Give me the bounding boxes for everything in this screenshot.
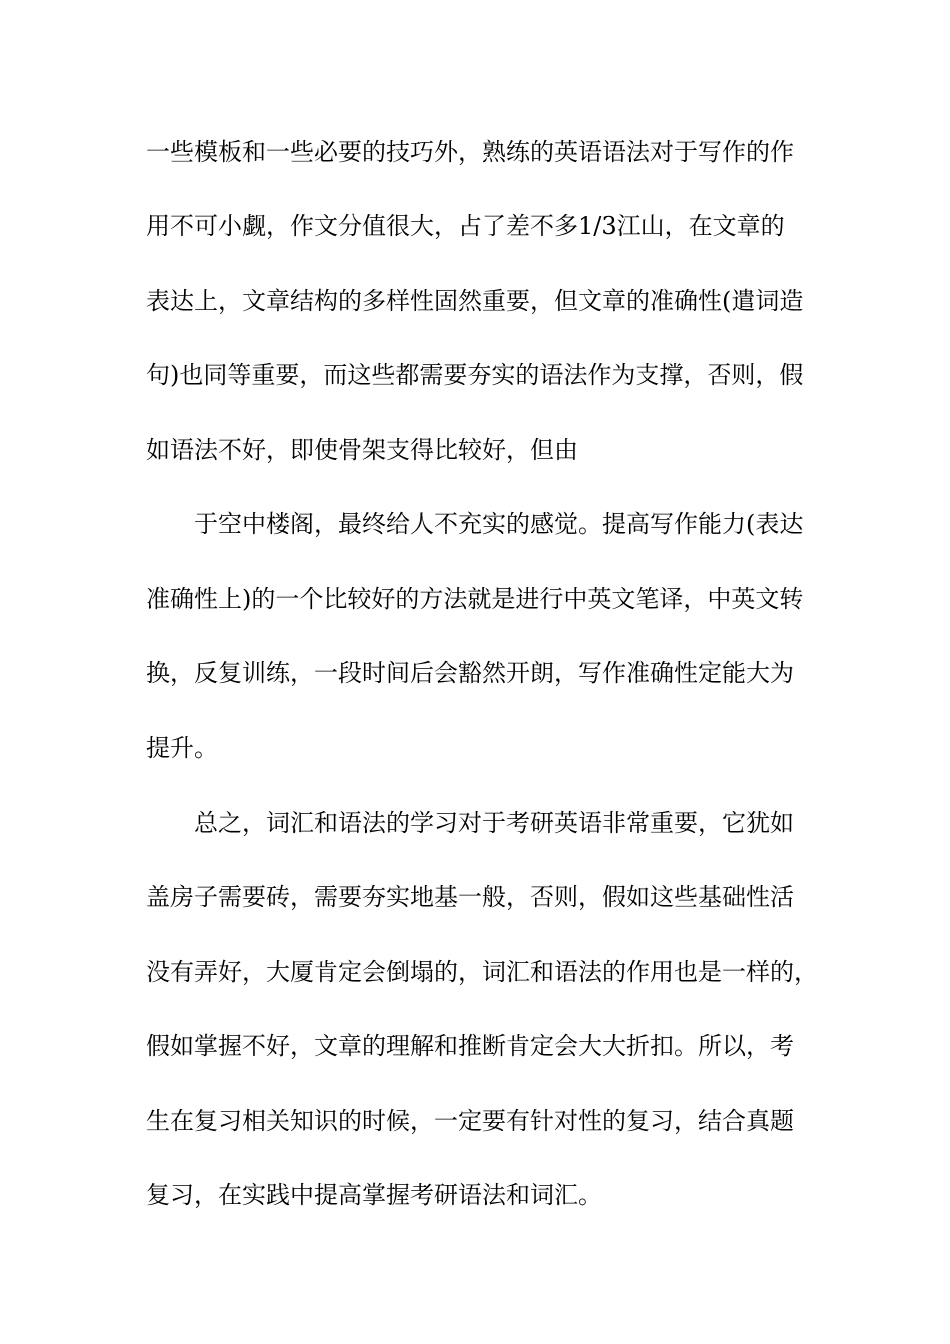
text-line: 表达上，文章结构的多样性固然重要，但文章的准确性(遣词造 (146, 287, 804, 315)
text-line: 没有弄好，大厦肯定会倒塌的，词汇和语法的作用也是一样的， (146, 958, 818, 986)
text-line: 于空中楼阁，最终给人不充实的感觉。提高写作能力(表达 (194, 510, 804, 538)
text-line: 准确性上)的一个比较好的方法就是进行中英文笔译，中英文转 (146, 585, 804, 613)
text-line: 如语法不好，即使骨架支得比较好，但由 (146, 436, 578, 464)
text-line: 用不可小觑，作文分值很大，占了差不多1/3江山，在文章的 (146, 212, 785, 240)
text-line: 假如掌握不好，文章的理解和推断肯定会大大折扣。所以，考 (146, 1032, 794, 1060)
text-line: 换，反复训练，一段时间后会豁然开朗，写作准确性定能大为 (146, 659, 794, 687)
text-line: 复习，在实践中提高掌握考研语法和词汇。 (146, 1181, 602, 1209)
text-line: 总之，词汇和语法的学习对于考研英语非常重要，它犹如 (194, 809, 794, 837)
text-line: 句)也同等重要，而这些都需要夯实的语法作为支撑，否则，假 (146, 361, 804, 389)
text-line: 一些模板和一些必要的技巧外，熟练的英语语法对于写作的作 (146, 138, 794, 166)
text-line: 盖房子需要砖，需要夯实地基一般，否则，假如这些基础性活 (146, 883, 794, 911)
text-line: 生在复习相关知识的时候，一定要有针对性的复习，结合真题 (146, 1107, 794, 1135)
text-line: 提升。 (146, 734, 218, 762)
